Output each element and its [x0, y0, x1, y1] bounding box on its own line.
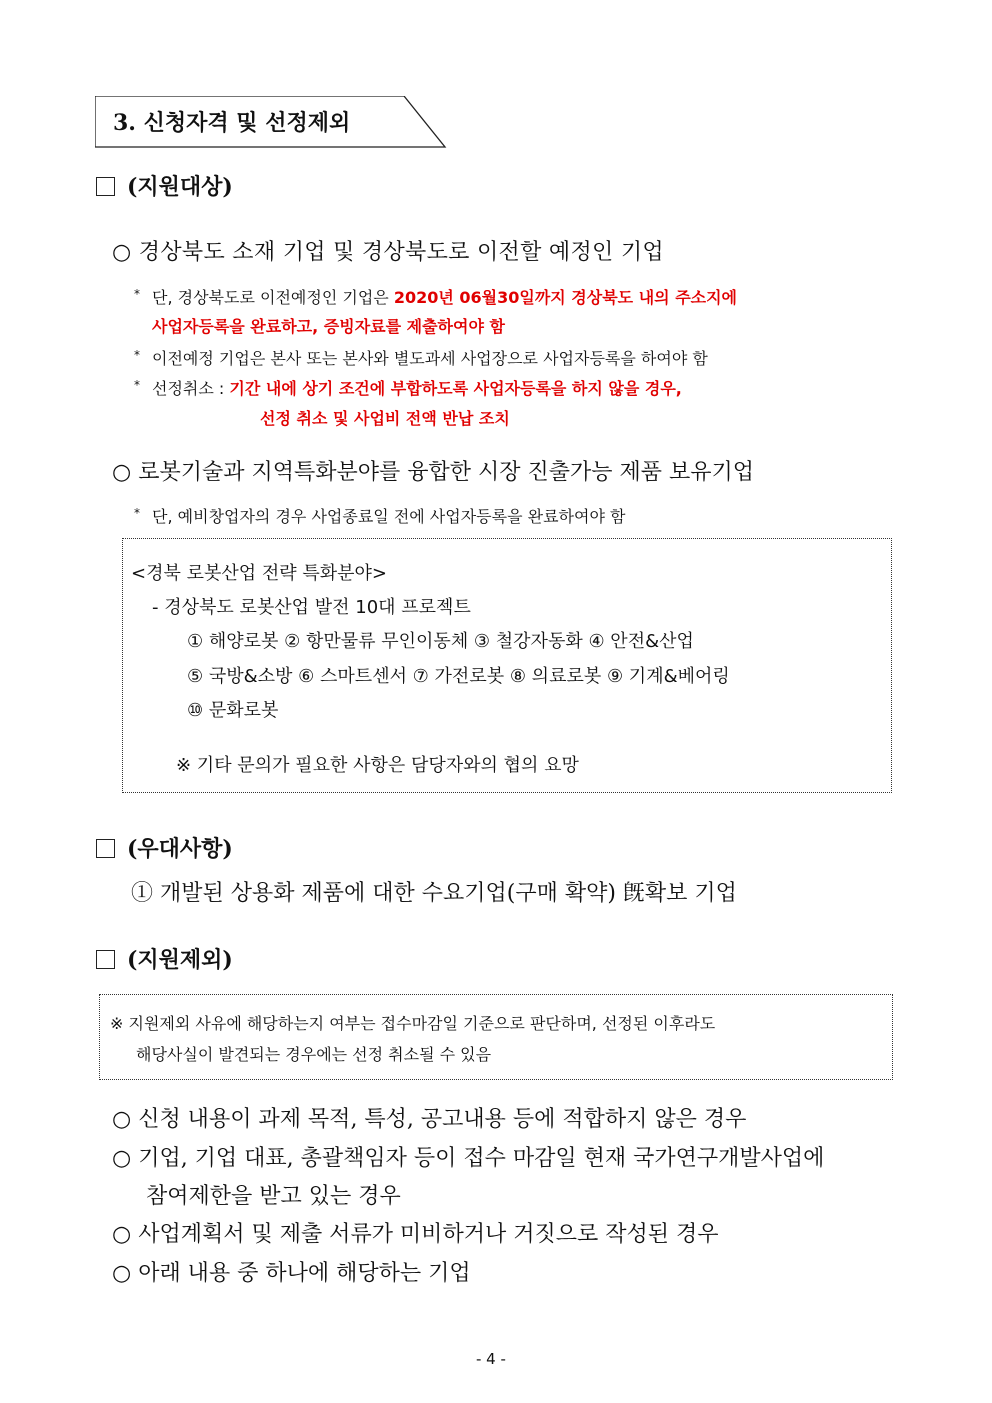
exclusion-heading-row — [96, 943, 233, 974]
checkbox-icon — [96, 839, 115, 858]
box1-project-row-1: ① 해양로봇 ② 항만물류 무인이동체 ③ 철강자동화 ④ 안전&산업 — [187, 631, 694, 652]
preference-heading: (우대사항) — [127, 836, 233, 862]
exclusion-box-line-1: ※ 지원제외 사유에 해당하는지 여부는 접수마감일 기준으로 판단하며, 선정된 이후라도 — [110, 1014, 716, 1033]
page-number: - 4 - — [476, 1350, 506, 1368]
asterisk-icon: * — [134, 287, 140, 301]
support-note-1-highlight-a: 2020년 06월30일까지 경상북도 내의 주소지에 — [393, 288, 738, 307]
support-note-1 — [134, 285, 737, 308]
exclusion-item-2-continued: 참여제한을 받고 있는 경우 — [146, 1184, 401, 1209]
exclusion-item-3: ○ 사업계획서 및 제출 서류가 미비하거나 거짓으로 작성된 경우 — [112, 1222, 719, 1247]
support-target-item-1: ○ 경상북도 소재 기업 및 경상북도로 이전할 예정인 기업 — [112, 240, 664, 265]
support-note-2 — [134, 346, 708, 369]
exclusion-item-4: ○ 아래 내용 중 하나에 해당하는 기업 — [112, 1261, 471, 1286]
support-target-heading-row — [96, 170, 233, 201]
support-note-1-highlight-b: 사업자등록을 완료하고, 증빙자료를 제출하여야 함 — [152, 317, 505, 336]
exclusion-notice-box — [99, 994, 893, 1080]
support-note-3-highlight-a: 기간 내에 상기 조건에 부합하도록 사업자등록을 하지 않을 경우, — [229, 379, 682, 398]
box1-title: <경북 로봇산업 전략 특화분야> — [131, 563, 387, 584]
asterisk-icon: * — [134, 378, 140, 392]
section-header-tab — [95, 96, 447, 148]
support-note-3 — [134, 376, 682, 399]
asterisk-icon: * — [134, 348, 140, 362]
preference-heading-row — [96, 832, 233, 863]
exclusion-heading: (지원제외) — [127, 947, 233, 973]
support-note-3-prefix: 선정취소 : — [152, 379, 230, 398]
exclusion-item-1: ○ 신청 내용이 과제 목적, 특성, 공고내용 등에 적합하지 않은 경우 — [112, 1107, 747, 1132]
support-note-1-prefix: 단, 경상북도로 이전예정인 기업은 — [152, 288, 394, 307]
box1-subtitle: - 경상북도 로봇산업 발전 10대 프로젝트 — [152, 597, 471, 618]
checkbox-icon — [96, 950, 115, 969]
support-note-4 — [134, 504, 625, 527]
support-target-item-2: ○ 로봇기술과 지역특화분야를 융합한 시장 진출가능 제품 보유기업 — [112, 460, 754, 485]
asterisk-icon: * — [134, 506, 140, 520]
box1-project-row-2: ⑤ 국방&소방 ⑥ 스마트센서 ⑦ 가전로봇 ⑧ 의료로봇 ⑨ 기계&베어링 — [187, 666, 730, 687]
support-note-4-text: 단, 예비창업자의 경우 사업종료일 전에 사업자등록을 완료하여야 함 — [152, 507, 626, 526]
support-target-heading: (지원대상) — [127, 174, 233, 200]
preference-item-1: ① 개발된 상용화 제품에 대한 수요기업(구매 확약) 旣확보 기업 — [131, 881, 737, 906]
box1-footer-note: ※ 기타 문의가 필요한 사항은 담당자와의 협의 요망 — [176, 755, 579, 776]
support-note-3-highlight-b: 선정 취소 및 사업비 전액 반납 조치 — [260, 409, 510, 428]
exclusion-item-2: ○ 기업, 기업 대표, 총괄책임자 등이 접수 마감일 현재 국가연구개발사업에 — [112, 1146, 825, 1171]
section-title: 3. 신청자격 및 선정제외 — [113, 110, 351, 136]
exclusion-box-line-2: 해당사실이 발견되는 경우에는 선정 취소될 수 있음 — [136, 1045, 492, 1064]
box1-project-row-3: ⑩ 문화로봇 — [187, 700, 279, 721]
support-note-2-text: 이전예정 기업은 본사 또는 본사와 별도과세 사업장으로 사업자등록을 하여야 함 — [152, 349, 708, 368]
checkbox-icon — [96, 177, 115, 196]
